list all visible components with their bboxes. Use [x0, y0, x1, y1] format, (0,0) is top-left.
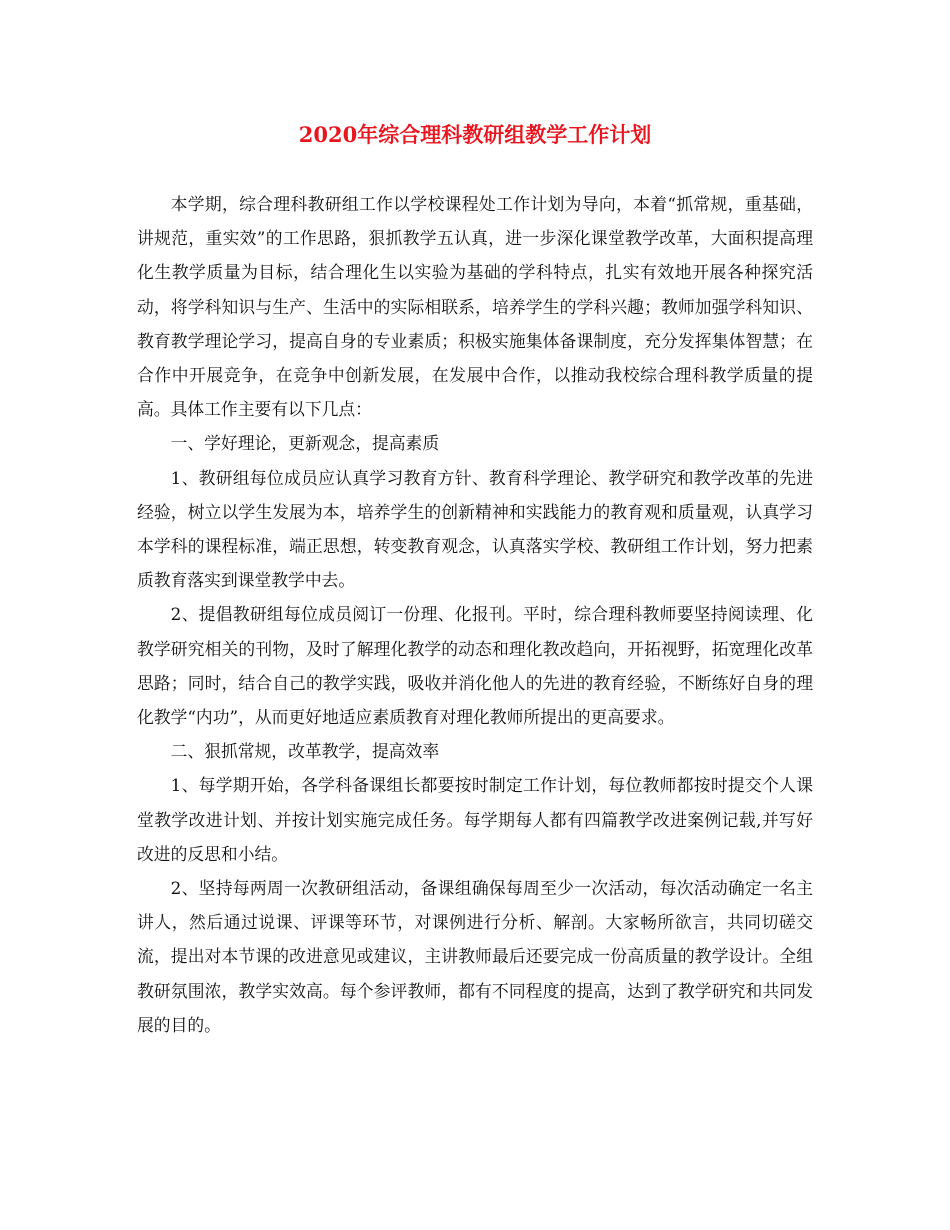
intro-paragraph: 本学期，综合理科教研组工作以学校课程处工作计划为导向，本着“抓常规，重基础，讲规范，重实效”的工作思路，狠抓教学五认真，进一步深化课堂教学改革，大面积提高理化生教学质量为目标，结合理化生以实验为基础的学科特点，扎实有效地开展各种探究活动，将学科知识与生产、生活中的实际相联系，培养学生的学科兴趣；教师加强学科知识、教育教学理论学习，提高自身的专业素质；积极实施集体备课制度，充分发挥集体智慧；在合作中开展竞争，在竞争中创新发展，在发展中合作，以推动我校综合理科教学质量的提高。具体工作主要有以下几点：: [137, 194, 813, 420]
section-1-item-1: 1、教研组每位成员应认真学习教育方针、教育科学理论、教学研究和教学改革的先进经验，树立以学生发展为本，培养学生的创新精神和实践能力的教育观和质量观，认真学习本学科的课程标准，端正思想，转变教育观念，认真落实学校、教研组工作计划，努力把素质教育落实到课堂教学中去。: [137, 467, 813, 591]
document-body: [137, 187, 813, 1042]
section-heading-2: 二、狠抓常规，改革教学，提高效率: [170, 741, 440, 762]
section-2-item-2: 2、坚持每两周一次教研组活动，备课组确保每周至少一次活动，每次活动确定一名主讲人，然后通过说课、评课等环节，对课例进行分析、解剖。大家畅所欲言，共同切磋交流，提出对本节课的改进意见或建议，主讲教师最后还要完成一份高质量的教学设计。全组教研氛围浓，教学实效高。每个参评教师，都有不同程度的提高，达到了教学研究和共同发展的目的。: [137, 878, 813, 1035]
section-heading-1: 一、学好理论，更新观念，提高素质: [170, 433, 440, 454]
page-title: 2020年综合理科教研组教学工作计划: [298, 122, 652, 147]
section-1-item-2: 2、提倡教研组每位成员阅订一份理、化报刊。平时，综合理科教师要坚持阅读理、化教学研究相关的刊物，及时了解理化教学的动态和理化教改趋向，开拓视野，拓宽理化改革思路；同时，结合自己的教学实践，吸收并消化他人的先进的教育经验，不断练好自身的理化教学“内功”，从而更好地适应素质教育对理化教师所提出的更高要求。: [137, 604, 813, 728]
section-2-item-1: 1、每学期开始，各学科备课组长都要按时制定工作计划，每位教师都按时提交个人课堂教学改进计划、并按计划实施完成任务。每学期每人都有四篇教学改进案例记载,并写好改进的反思和小结。: [137, 775, 813, 864]
